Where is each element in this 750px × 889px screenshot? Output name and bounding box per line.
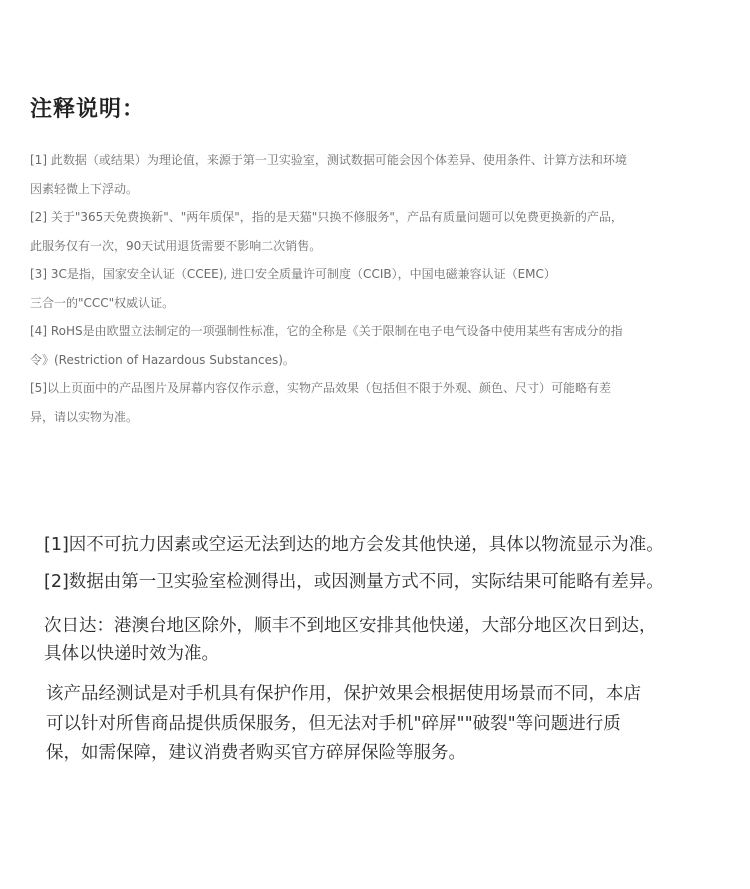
disclaimer-warranty: 该产品经测试是对手机具有保护作用，保护效果会根据使用场景而不同，本店 可以针对所售商品提供质保服务，但无法对手机"碎屏""破裂"等问题进行质 保，如需保障，建议消费者购买官方碎屏保险等服务。: [46, 684, 641, 763]
note-item-5: [5]以上页面中的产品图片及屏幕内容仅作示意，实物产品效果（包括但不限于外观、颜色、尺寸）可能略有差 异，请以实物为准。: [30, 381, 612, 424]
notes-title: 注释说明：: [30, 97, 146, 122]
notes-list: [30, 146, 720, 431]
disclaimer-force-majeure: [1]因不可抗力因素或空运无法到达的地方会发其他快递，具体以物流显示为准。: [44, 535, 664, 555]
disclaimer-next-day-delivery: 次日达：港澳台地区除外，顺丰不到地区安排其他快递，大部分地区次日到达， 具体以快递时效为准。: [44, 616, 657, 664]
note-item-3: [3] 3C是指，国家安全认证（CCEE), 进口安全质量许可制度（CCIB），中国电磁兼容认证（EMC） 三合一的"CCC"权威认证。: [30, 267, 556, 310]
note-item-1: [1] 此数据（或结果）为理论值，来源于第一卫实验室，测试数据可能会因个体差异、使用条件、计算方法和环境 因素轻微上下浮动。: [30, 153, 627, 196]
note-item-4: [4] RoHS是由欧盟立法制定的一项强制性标准，它的全称是《关于限制在电子电气设备中使用某些有害成分的指 令》(Restriction of Hazardous Substances)。: [30, 324, 623, 367]
note-item-2: [2] 关于"365天免费换新"、"两年质保"，指的是天猫"只换不修服务"，产品有质量问题可以免费更换新的产品， 此服务仅有一次，90天试用退货需要不影响二次销售。: [30, 210, 623, 253]
disclaimer-lab-data: [2]数据由第一卫实验室检测得出，或因测量方式不同，实际结果可能略有差异。: [44, 572, 664, 592]
